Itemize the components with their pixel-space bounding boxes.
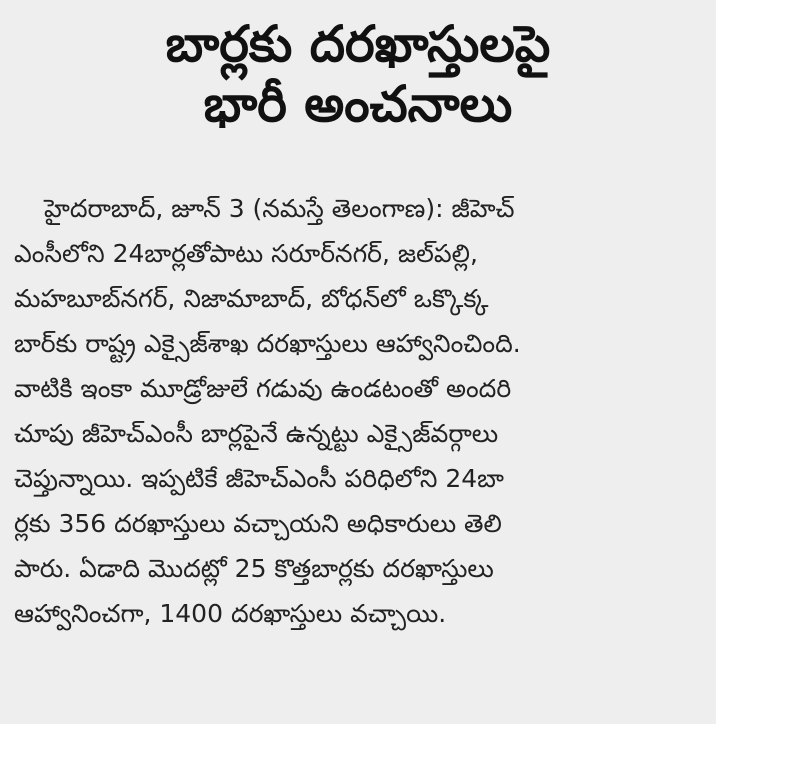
body-line: బార్‌కు రాష్ట్ర ఎక్సైజ్‌శాఖ దరఖాస్తులు ఆహ్వానించింది.: [14, 329, 521, 358]
body-line: హైదరాబాద్, జూన్ 3 (నమస్తే తెలంగాణ): జీహెచ్: [44, 194, 515, 223]
body-line: పారు. ఏడాది మొదట్లో 25 కొత్తబార్లకు దరఖాస్తులు: [14, 554, 494, 583]
headline-line: బార్లకు దరఖాస్తులపై: [165, 15, 551, 73]
body-line: వాటికి ఇంకా మూడ్రోజులే గడువు ఉండటంతో అందరి: [14, 374, 512, 403]
body-line: చెప్తున్నాయి. ఇప్పటికే జీహెచ్‌ఎంసీ పరిధిలోని 24బా: [14, 464, 504, 493]
body-line: చూపు జీహెచ్‌ఎంసీ బార్లపైనే ఉన్నట్టు ఎక్సైజ్‌వర్గాలు: [14, 419, 499, 448]
headline: [0, 0, 716, 134]
body-line: ఆహ్వానించగా, 1400 దరఖాస్తులు వచ్చాయి.: [14, 599, 447, 628]
body-line: ఎంసీలోని 24బార్లతోపాటు సరూర్‌నగర్, జల్‌పల్లి,: [14, 239, 478, 268]
body-line: మహబూబ్‌నగర్, నిజామాబాద్, బోధన్‌లో ఒక్కొక్క: [14, 284, 489, 313]
body-line: ర్లకు 356 దరఖాస్తులు వచ్చాయని అధికారులు తెలి: [14, 509, 502, 538]
headline-line: భారీ అంచనాలు: [203, 75, 513, 133]
article-body: [14, 186, 704, 636]
